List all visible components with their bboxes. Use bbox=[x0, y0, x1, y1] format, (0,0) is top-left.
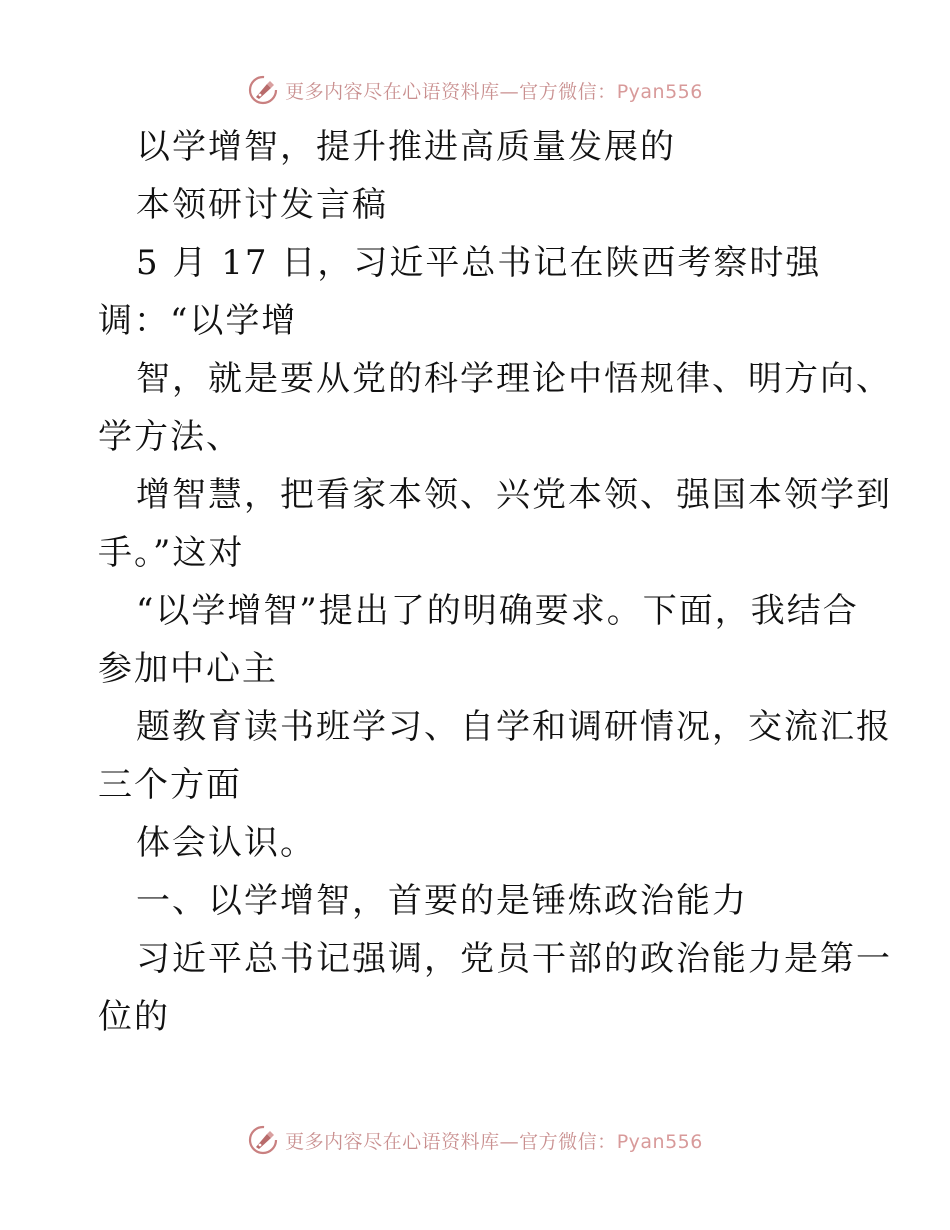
text-line: 位的 bbox=[98, 997, 170, 1037]
document-body bbox=[98, 118, 892, 1046]
text-line: 参加中心主 bbox=[98, 649, 278, 689]
text-line: 习近平总书记强调，党员干部的政治能力是第一 bbox=[136, 939, 892, 979]
text-line: 学方法、 bbox=[98, 417, 242, 457]
watermark-text: 更多内容尽在心语资料库—官方微信：Pyan556 bbox=[285, 1130, 703, 1153]
text-line: 调：“以学增 bbox=[98, 301, 298, 341]
pen-nib-logo-icon bbox=[247, 74, 279, 106]
pen-nib-logo-icon bbox=[247, 1124, 279, 1156]
text-line: 体会认识。 bbox=[136, 823, 316, 863]
text-line: 5 月 17 日，习近平总书记在陕西考察时强 bbox=[136, 243, 822, 283]
watermark-text: 更多内容尽在心语资料库—官方微信：Pyan556 bbox=[285, 80, 703, 103]
text-line: 本领研讨发言稿 bbox=[136, 185, 388, 225]
text-line: 三个方面 bbox=[98, 765, 242, 805]
header-watermark bbox=[0, 70, 950, 110]
text-line: 以学增智，提升推进高质量发展的 bbox=[136, 127, 676, 167]
text-line: 智，就是要从党的科学理论中悟规律、明方向、 bbox=[136, 359, 892, 399]
text-line: 手。”这对 bbox=[98, 533, 245, 573]
footer-watermark bbox=[0, 1120, 950, 1160]
text-line: 一、以学增智，首要的是锤炼政治能力 bbox=[136, 881, 748, 921]
text-line: 增智慧，把看家本领、兴党本领、强国本领学到 bbox=[136, 475, 892, 515]
text-line: “以学增智”提出了的明确要求。下面，我结合 bbox=[136, 591, 859, 631]
text-line: 题教育读书班学习、自学和调研情况，交流汇报 bbox=[136, 707, 892, 747]
